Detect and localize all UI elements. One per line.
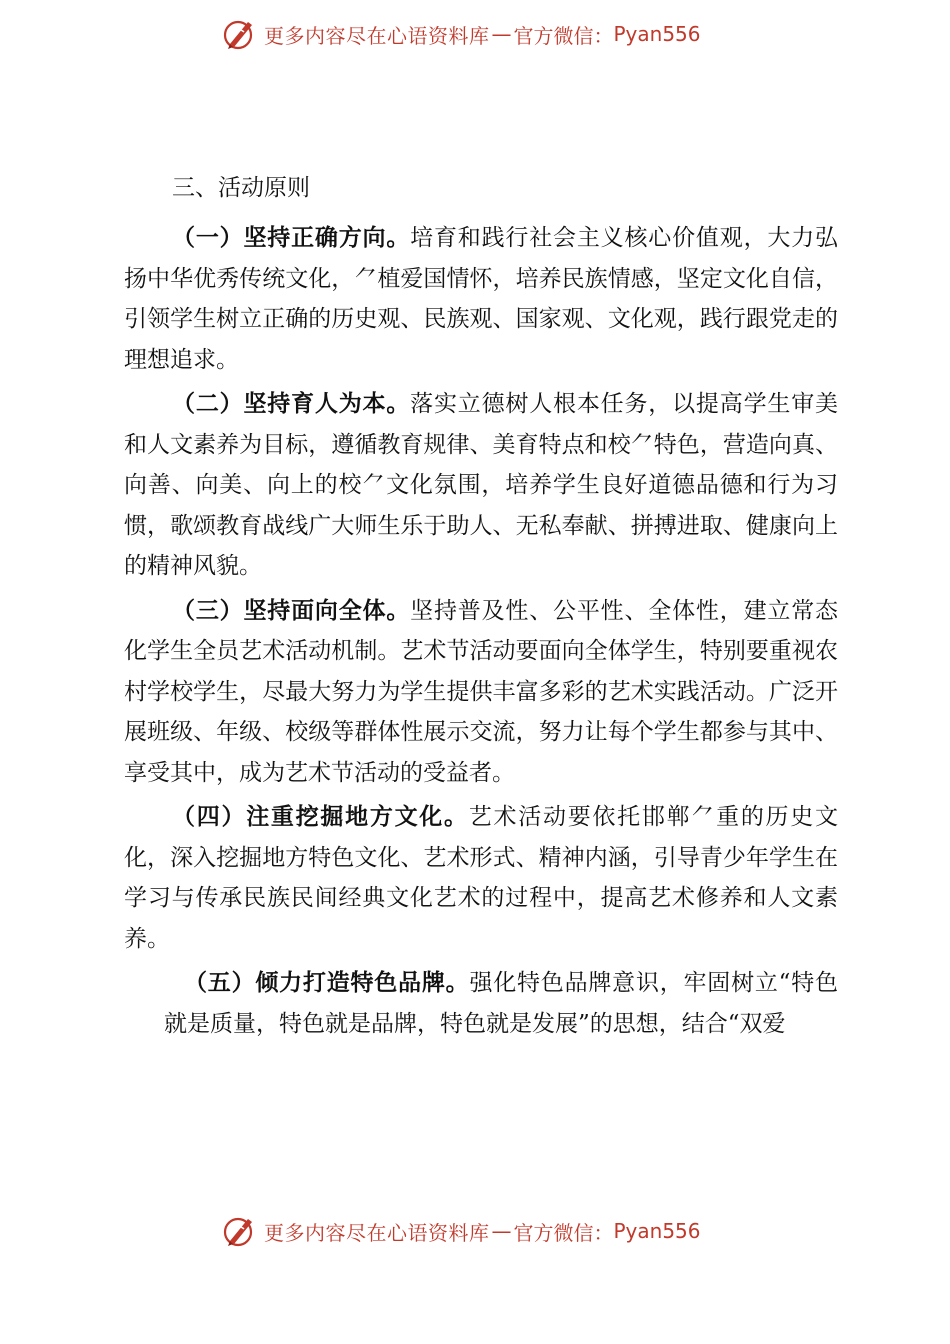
principle-title-1: （一）坚持正确方向。 bbox=[172, 225, 411, 251]
banner-wechat-label: 官方微信： bbox=[513, 23, 614, 48]
banner-text: 更多内容尽在心语资料库 bbox=[264, 1220, 490, 1245]
banner-wechat-id: Pyan556 bbox=[613, 1219, 701, 1243]
principle-paragraph-3 bbox=[124, 591, 838, 794]
principle-text-5: 强化特色品牌意识，牢固树立“特色就是质量，特色就是品牌，特色就是发展”的思想，结合“双爱 bbox=[164, 970, 838, 1037]
principle-paragraph-1 bbox=[124, 218, 838, 380]
principle-title-3: （三）坚持面向全体。 bbox=[172, 597, 411, 624]
banner-wechat-id: Pyan556 bbox=[613, 22, 701, 46]
banner-text: 更多内容尽在心语资料库 bbox=[264, 23, 490, 48]
footer-banner bbox=[222, 1211, 742, 1251]
pen-logo-icon bbox=[222, 16, 258, 52]
principle-paragraph-5 bbox=[124, 963, 838, 1044]
banner-separator: — bbox=[491, 1219, 512, 1243]
pen-logo-icon bbox=[222, 1213, 258, 1249]
principle-text-1: 培育和践行社会主义核心价值观，大力弘扬中华优秀传统文化，⺈植爱国情怀，培养民族情感，坚定文化自信，引领学生树立正确的历史观、民族观、国家观、文化观，践行跟党走的理想追求。 bbox=[124, 225, 839, 373]
principle-text-4: 艺术活动要依托邯郸⺈重的历史文化，深入挖掘地方特色文化、艺术形式、精神内涵，引导青少年学生在学习与传承民族民间经典文化艺术的过程中，提高艺术修养和人文素养。 bbox=[124, 804, 839, 952]
principle-title-5: （五）倾力打造特色品牌。 bbox=[184, 970, 470, 996]
principle-title-4: （四）注重挖掘地方文化。 bbox=[172, 804, 469, 830]
banner-wechat-label: 官方微信： bbox=[513, 1220, 614, 1245]
document-body bbox=[124, 170, 838, 1048]
section-heading: 三、活动原则 bbox=[172, 175, 310, 201]
principle-text-2: 落实立德树人根本任务，以提高学生审美和人文素养为目标，遵循教育规律、美育特点和校⺈特色，营造向真、向善、向美、向上的校⺈文化氛围，培养学生良好道德品德和行为习惯，歌颂教育战线广大师生乐于助人、无私奉献、拼搏进取、健康向上的精神风貌。 bbox=[124, 391, 839, 579]
principle-text-3: 坚持普及性、公平性、全体性，建立常态化学生全员艺术活动机制。艺术节活动要面向全体学生，特别要重视农村学校学生，尽最大努力为学生提供丰富多彩的艺术实践活动。广泛开展班级、年级、校级等群体性展示交流，努力让每个学生都参与其中、享受其中，成为艺术节活动的受益者。 bbox=[124, 597, 839, 786]
banner-separator: — bbox=[491, 22, 512, 46]
principle-paragraph-4 bbox=[124, 797, 838, 959]
principle-title-2: （二）坚持育人为本。 bbox=[172, 391, 411, 417]
principle-paragraph-2 bbox=[124, 384, 838, 587]
header-banner bbox=[222, 14, 742, 54]
